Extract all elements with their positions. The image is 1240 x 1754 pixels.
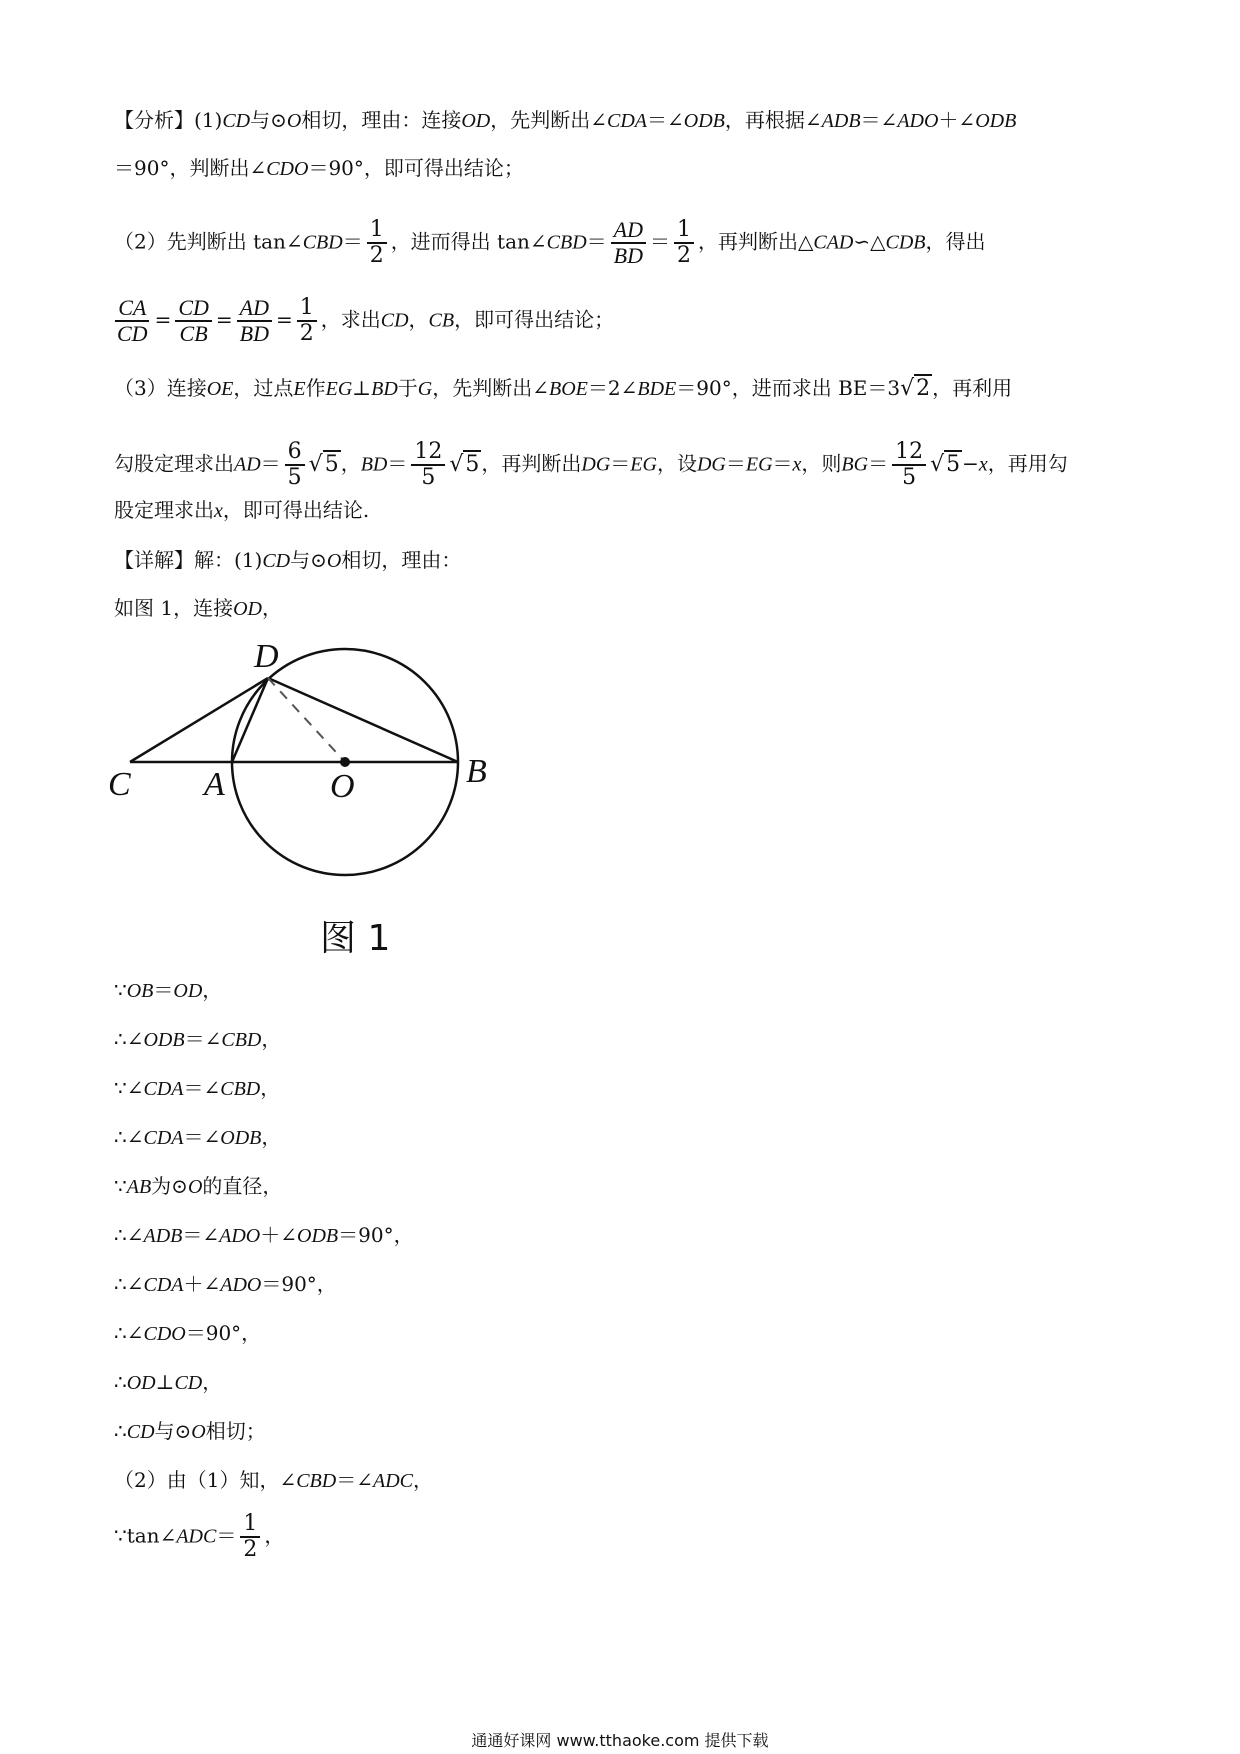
text: ＝: [216, 1523, 237, 1548]
text: ＋∠: [938, 108, 976, 132]
text: ，即可得出结论.: [222, 498, 370, 522]
denominator: 2: [676, 243, 691, 269]
text: ＝: [772, 451, 793, 476]
text: 作: [305, 376, 326, 400]
math: CD: [126, 1421, 155, 1443]
math: CDA: [607, 110, 648, 132]
text: ＝: [342, 229, 363, 254]
text: ，: [408, 307, 429, 332]
math: ODB: [143, 1029, 185, 1051]
text: ，得出: [925, 229, 986, 254]
text: ，设: [656, 451, 697, 476]
proof-line-4: [114, 1127, 281, 1148]
text: 与⊙: [154, 1419, 192, 1443]
math: OD: [126, 1372, 156, 1394]
detail-line-2: [114, 598, 282, 619]
denominator: BD: [239, 321, 269, 347]
radicand: 2: [916, 376, 931, 401]
text: ∴∠: [114, 1125, 144, 1149]
fraction: [114, 296, 151, 346]
math: CD: [380, 309, 409, 332]
radicand: 5: [465, 451, 480, 477]
math: AB: [126, 1176, 152, 1198]
square-root: √5: [930, 451, 961, 477]
text: ，再利用: [932, 376, 1013, 400]
text: ⊥: [155, 1370, 175, 1394]
math: EG: [630, 453, 657, 476]
math: CD: [222, 110, 251, 132]
text: ，: [261, 1027, 282, 1051]
math: ADO: [219, 1225, 261, 1247]
math: CAD: [813, 231, 854, 254]
math: OD: [173, 980, 203, 1002]
math: DG: [581, 453, 611, 476]
fraction: [240, 1512, 260, 1562]
proof-line-10: [114, 1421, 266, 1442]
math: CDO: [143, 1323, 186, 1345]
fraction: [237, 296, 272, 346]
text: ＝2∠: [587, 376, 638, 400]
text: 与⊙: [290, 548, 327, 572]
text: ∴: [114, 1419, 127, 1443]
text: ＝∠: [336, 1468, 373, 1492]
text: ＋∠: [183, 1272, 221, 1296]
analysis-line-1: [114, 110, 1016, 131]
text: ＋∠: [260, 1223, 298, 1247]
text: ∴∠: [114, 1223, 144, 1247]
fraction: [285, 440, 305, 490]
math: CB: [428, 309, 455, 332]
label-d: D: [254, 638, 279, 675]
text: ，先判断出∠: [490, 108, 608, 132]
math: CDA: [143, 1127, 184, 1149]
math: EG: [325, 378, 353, 400]
text: ∵∠: [114, 1076, 144, 1100]
math: x: [978, 453, 988, 476]
text: ，: [261, 596, 282, 620]
text: ＝: [387, 451, 408, 476]
math: OD: [461, 110, 491, 132]
text: ，再判断出: [481, 451, 582, 476]
math: O: [286, 110, 302, 132]
denominator: 2: [369, 243, 384, 269]
square-root: √5: [308, 451, 339, 477]
text: （2）由（1）知，∠: [114, 1468, 297, 1492]
text: −: [962, 451, 979, 476]
proof-line-3: [114, 1078, 280, 1099]
fraction: [611, 218, 646, 268]
text: ∽△: [853, 229, 886, 254]
denominator: CD: [117, 321, 148, 347]
numerator: CD: [175, 296, 212, 322]
text: ＝: [725, 451, 746, 476]
text: =: [215, 307, 233, 332]
text: ＝: [868, 451, 889, 476]
text: ＝: [153, 978, 174, 1002]
analysis-line-2: [114, 158, 524, 179]
fraction: [674, 218, 694, 268]
numerator: CA: [115, 296, 149, 322]
numerator: 1: [240, 1512, 260, 1538]
analysis-line-3: [114, 218, 986, 268]
math: EG: [745, 453, 773, 476]
math: ADO: [220, 1274, 262, 1296]
proof-line-11: [114, 1470, 433, 1491]
text: ，: [202, 1370, 223, 1394]
math: ADB: [143, 1225, 183, 1247]
math: O: [191, 1421, 206, 1443]
text: ，进而得出 tan∠: [390, 229, 547, 254]
center-point: [340, 757, 350, 767]
segment-od-dashed: [268, 678, 345, 762]
math: CDB: [885, 231, 926, 254]
text: ＝: [610, 451, 631, 476]
text: ，先判断出∠: [432, 376, 549, 400]
math: G: [417, 378, 433, 400]
text: 相切；: [205, 1419, 266, 1443]
denominator: 5: [421, 465, 436, 491]
proof-line-2: [114, 1029, 281, 1050]
text: 相切，理由：: [341, 548, 462, 572]
denominator: 2: [299, 321, 314, 347]
text: 股定理求出: [114, 498, 214, 522]
segment-db: [268, 678, 458, 762]
text: ＝90°，: [338, 1223, 414, 1247]
text: ＝: [586, 229, 607, 254]
text: =: [154, 307, 172, 332]
math: BG: [841, 453, 869, 476]
text: ，: [261, 1125, 282, 1149]
fraction: [411, 440, 445, 490]
text: ＝90°，: [185, 1321, 262, 1345]
text: 与⊙: [250, 108, 287, 132]
numerator: 1: [297, 296, 317, 322]
segment-cd: [130, 678, 268, 762]
geometry-figure: [108, 632, 508, 962]
numerator: AD: [611, 218, 646, 244]
label-b: B: [466, 753, 487, 790]
text: ∴: [114, 1370, 127, 1394]
label-c: C: [108, 766, 131, 803]
text: ＝90°，即可得出结论；: [308, 156, 524, 180]
text: 【分析】(1): [114, 108, 223, 132]
text: ∵tan∠: [114, 1523, 177, 1548]
math: E: [293, 378, 306, 400]
segment-da: [232, 678, 268, 762]
numerator: 6: [285, 440, 305, 466]
text: （2）先判断出 tan∠: [114, 229, 303, 254]
detail-line-1: [114, 550, 461, 571]
label-a: A: [204, 766, 225, 803]
text: ，: [264, 1523, 285, 1548]
text: 勾股定理求出: [114, 451, 234, 476]
fraction: [367, 218, 387, 268]
text: ，则: [801, 451, 842, 476]
text: =: [275, 307, 293, 332]
text: ，过点: [233, 376, 294, 400]
text: ，即可得出结论；: [454, 307, 615, 332]
math: BDE: [637, 378, 677, 400]
math: x: [792, 453, 802, 476]
math: O: [326, 550, 342, 572]
fraction: [175, 296, 212, 346]
math: ADB: [821, 110, 861, 132]
numerator: 1: [674, 218, 694, 244]
denominator: 5: [902, 465, 917, 491]
math: OB: [126, 980, 154, 1002]
math: CDO: [266, 158, 309, 180]
text: 为⊙: [151, 1174, 188, 1198]
proof-line-7: [114, 1274, 337, 1295]
math: OE: [206, 378, 234, 400]
text: ∵: [114, 978, 127, 1002]
text: ，再判断出△: [697, 229, 814, 254]
text: ∵: [114, 1174, 127, 1198]
math: BD: [360, 453, 388, 476]
text: ，: [412, 1468, 433, 1492]
text: ，: [260, 1076, 281, 1100]
math: ODB: [683, 110, 725, 132]
text: 【详解】解：(1): [114, 548, 263, 572]
math: CDA: [143, 1274, 184, 1296]
math: ODB: [297, 1225, 339, 1247]
math: O: [187, 1176, 203, 1198]
label-o: O: [330, 768, 355, 805]
math: x: [214, 500, 223, 522]
square-root: √5: [449, 451, 480, 477]
numerator: 1: [367, 218, 387, 244]
radicand: 5: [946, 451, 961, 477]
proof-line-1: [114, 980, 222, 1001]
math: BD: [371, 378, 398, 400]
math: AD: [234, 453, 261, 476]
math: ODB: [975, 110, 1017, 132]
text: ＝∠: [182, 1223, 220, 1247]
text: ，再根据∠: [724, 108, 822, 132]
text: 的直径，: [202, 1174, 283, 1198]
proof-line-5: [114, 1176, 282, 1197]
analysis-line-7: [114, 500, 369, 521]
math: ADO: [897, 110, 939, 132]
text: 于: [397, 376, 418, 400]
proof-line-6: [114, 1225, 414, 1246]
denominator: 5: [287, 465, 302, 491]
text: 相切，理由：连接: [301, 108, 462, 132]
math: CBD: [302, 231, 343, 254]
analysis-line-4: [110, 296, 614, 346]
fraction: [892, 440, 926, 490]
text: （3）连接: [114, 376, 207, 400]
numerator: 12: [411, 440, 445, 466]
denominator: 2: [243, 1537, 258, 1563]
text: ，: [202, 978, 223, 1002]
denominator: BD: [613, 243, 643, 269]
proof-line-12: [114, 1512, 284, 1562]
math: CBD: [220, 1078, 261, 1100]
math: OD: [233, 598, 262, 620]
proof-line-9: [114, 1372, 222, 1393]
text: ⊥: [352, 376, 372, 400]
math: ODB: [220, 1127, 262, 1149]
square-root: √2: [900, 376, 931, 401]
text: ，: [340, 451, 361, 476]
text: ＝∠: [647, 108, 684, 132]
radicand: 5: [324, 451, 339, 477]
page-footer: 通通好课网 www.tthaoke.com 提供下载: [471, 1731, 769, 1750]
text: ＝∠: [183, 1125, 221, 1149]
text: ，再用勾: [987, 451, 1068, 476]
math: CBD: [546, 231, 587, 254]
math: ADC: [176, 1525, 217, 1548]
math: BOE: [549, 378, 588, 400]
text: ＝∠: [860, 108, 898, 132]
math: CDA: [143, 1078, 184, 1100]
math: CBD: [296, 1470, 337, 1492]
text: ∴∠: [114, 1027, 144, 1051]
denominator: CB: [179, 321, 208, 347]
text: ∴∠: [114, 1321, 144, 1345]
text: ＝90°，: [261, 1272, 337, 1296]
text: ，求出: [320, 307, 381, 332]
text: ＝∠: [184, 1027, 222, 1051]
text: ∴∠: [114, 1272, 144, 1296]
numerator: AD: [237, 296, 272, 322]
math: CBD: [221, 1029, 262, 1051]
math: CD: [262, 550, 291, 572]
math: DG: [696, 453, 726, 476]
analysis-line-6: [114, 440, 1068, 490]
text: ＝90°，判断出∠: [114, 156, 267, 180]
text: ＝: [260, 451, 281, 476]
math: ADC: [372, 1470, 413, 1492]
numerator: 12: [892, 440, 926, 466]
text: 如图 1，连接: [114, 596, 234, 620]
text: ＝90°，进而求出 BE＝3: [676, 376, 901, 400]
fraction: [297, 296, 317, 346]
text: ＝∠: [183, 1076, 221, 1100]
analysis-line-5: [114, 378, 1012, 400]
math: CD: [174, 1372, 203, 1394]
text: ＝: [649, 229, 670, 254]
proof-line-8: [114, 1323, 261, 1344]
figure-caption: 图 1: [320, 918, 391, 959]
